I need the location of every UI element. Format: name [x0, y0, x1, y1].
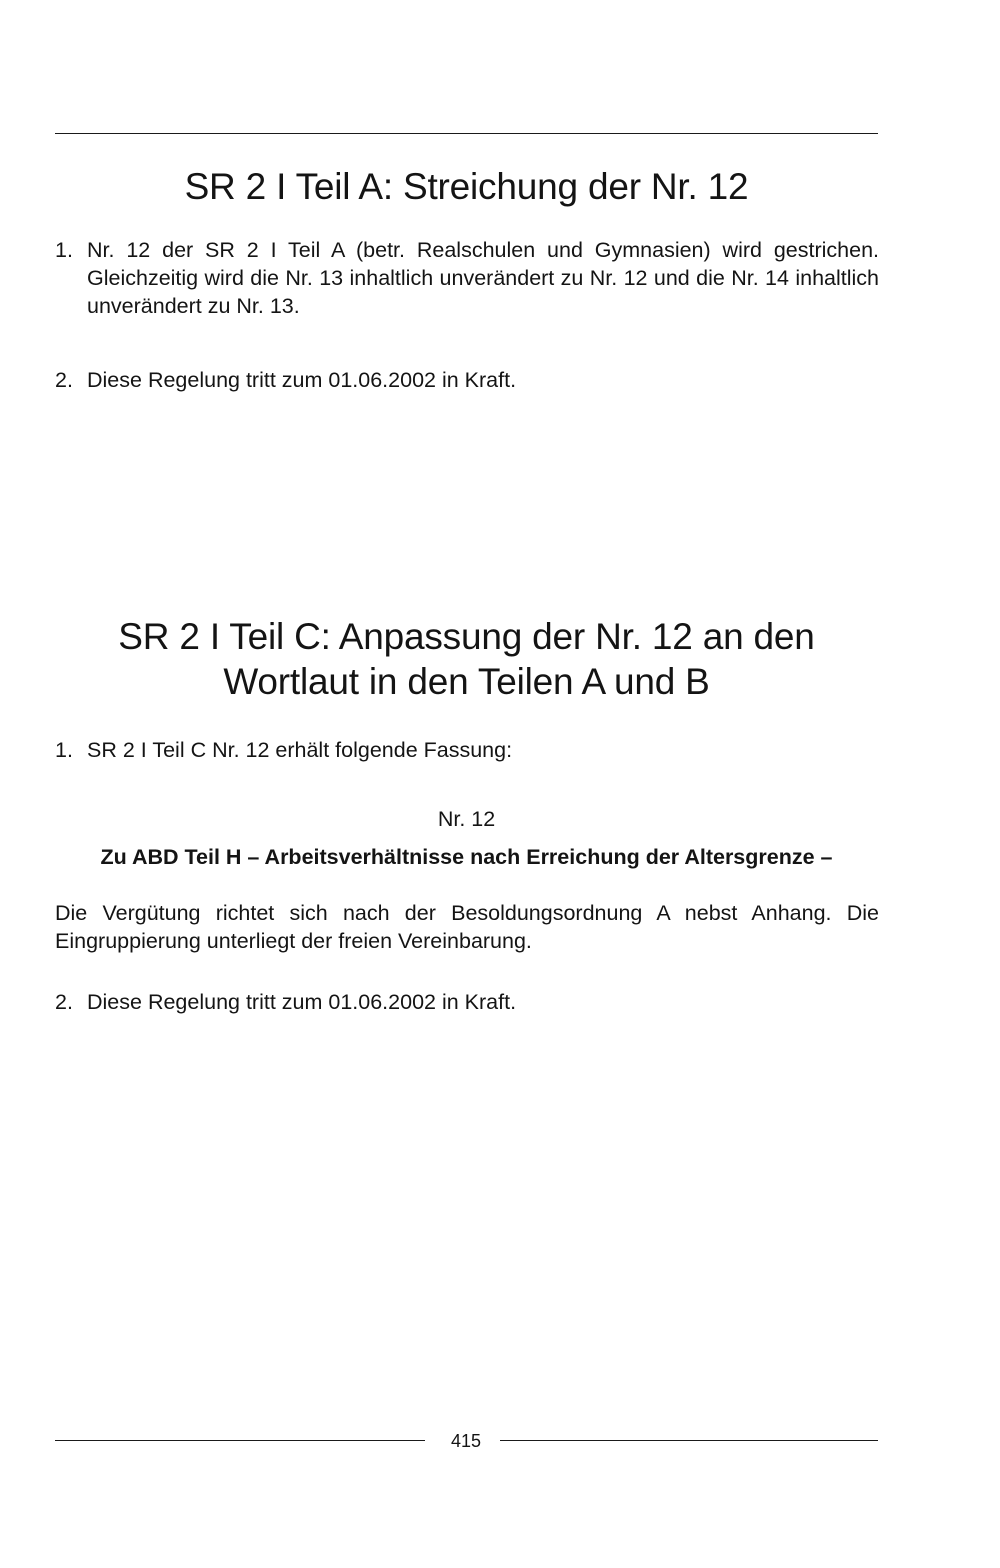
item-text: SR 2 I Teil C Nr. 12 erhält folgende Fassung:: [87, 738, 513, 762]
footer-rule-left: [55, 1440, 425, 1441]
item-text: Nr. 12 der SR 2 I Teil A (betr. Realschulen und Gymnasien) wird gestrichen. Gleichzeitig wird die Nr. 13 inhaltlich unverändert zu Nr. 12 und die Nr. 14 inhaltlich unverändert zu Nr. 13.: [87, 238, 879, 318]
section-c-heading-line-2: Wortlaut in den Teilen A und B: [223, 661, 710, 702]
quoted-subtitle: Zu ABD Teil H – Arbeitsverhältnisse nach Erreichung der Altersgrenze –: [100, 845, 833, 869]
section-c-item-1: [55, 736, 879, 764]
item-number: 2.: [55, 368, 73, 392]
top-rule: [55, 133, 878, 134]
section-a-heading: SR 2 I Teil A: Streichung der Nr. 12: [184, 166, 749, 207]
item-text: Diese Regelung tritt zum 01.06.2002 in Kraft.: [87, 990, 517, 1014]
page-number: 415: [450, 1431, 482, 1451]
footer-rule-right: [500, 1440, 878, 1441]
item-number: 2.: [55, 990, 73, 1014]
item-text: Diese Regelung tritt zum 01.06.2002 in Kraft.: [87, 368, 517, 392]
quoted-body: Die Vergütung richtet sich nach der Besoldungsordnung A nebst Anhang. Die Eingruppierung unterliegt der freien Vereinbarung.: [55, 901, 879, 953]
section-a-item-2: [55, 366, 879, 394]
section-a-item-1: [55, 236, 879, 320]
section-c-heading-line-1: SR 2 I Teil C: Anpassung der Nr. 12 an den: [118, 616, 815, 657]
item-number: 1.: [55, 238, 73, 262]
quoted-title: Nr. 12: [437, 807, 496, 831]
section-c-item-2: [55, 988, 879, 1016]
item-number: 1.: [55, 738, 73, 762]
section-c-heading: [55, 614, 878, 704]
